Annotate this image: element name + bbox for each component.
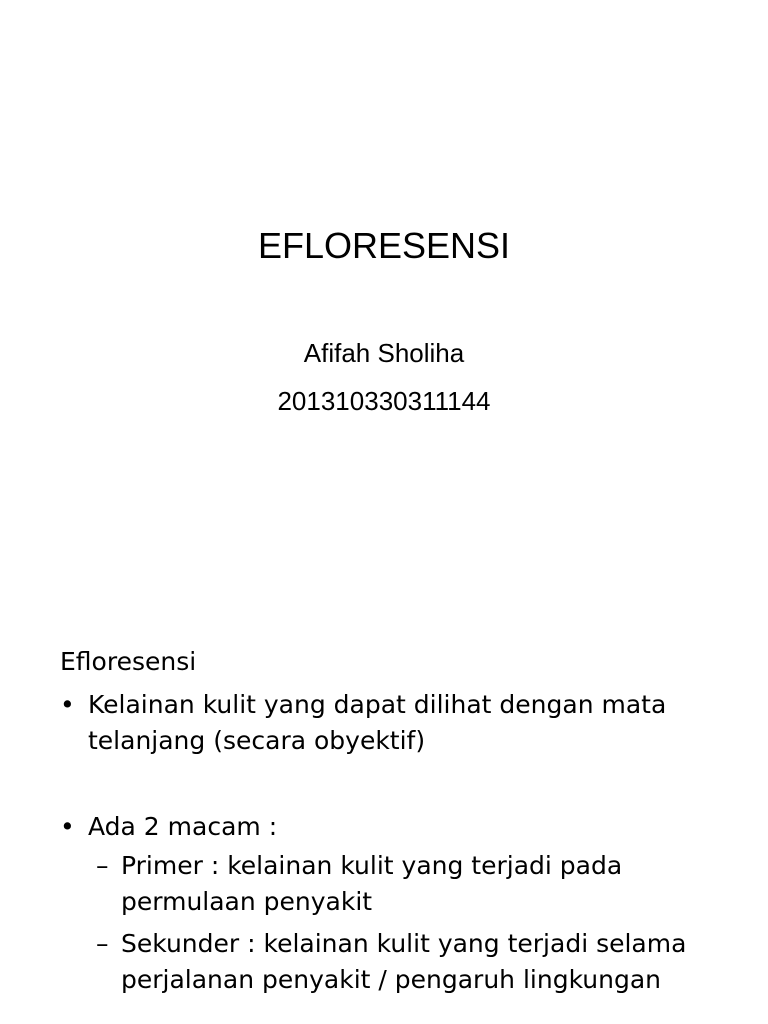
content-heading: Efloresensi bbox=[60, 647, 197, 676]
dash-marker: – bbox=[96, 929, 109, 958]
author-name: Afifah Sholiha bbox=[303, 338, 465, 368]
bullet-marker: • bbox=[60, 690, 75, 719]
author-id: 201310330311144 bbox=[277, 386, 491, 416]
sub-bullet-text: Sekunder : kelainan kulit yang terjadi selama perjalanan penyakit / pengaruh lingkungan bbox=[121, 929, 687, 994]
sub-bullet-text: Primer : kelainan kulit yang terjadi pada permulaan penyakit bbox=[121, 851, 623, 916]
bullet-text: Kelainan kulit yang dapat dilihat dengan mata telanjang (secara obyektif) bbox=[88, 690, 667, 755]
bullet-marker: • bbox=[60, 812, 75, 841]
bullet-text: Ada 2 macam : bbox=[88, 812, 278, 841]
content-slide bbox=[0, 576, 768, 1024]
slide-title: EFLORESENSI bbox=[257, 225, 511, 266]
dash-marker: – bbox=[96, 851, 109, 880]
